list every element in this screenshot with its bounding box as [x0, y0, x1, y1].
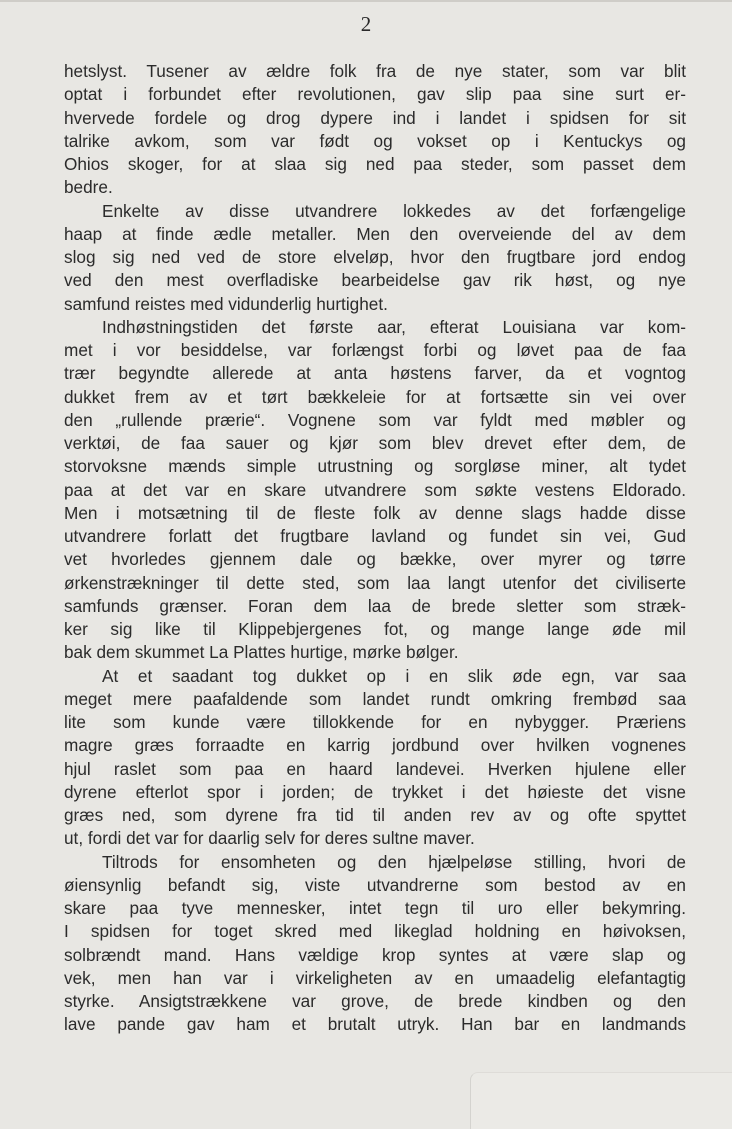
text-line: bak dem skummet La Plattes hurtige, mørke bølger.	[64, 642, 459, 663]
text-line: storvoksne mænds simple utrustning og sorgløse miner, alt tydet	[64, 456, 686, 477]
text-line: hetslyst. Tusener av ældre folk fra de nye stater, som var blit	[64, 61, 686, 81]
text-line: slog sig ned ved de store elveløp, hvor den frugtbare jord endog	[64, 247, 686, 267]
text-line: styrke. Ansigtstrækkene var grove, de brede kindben og den	[64, 991, 686, 1011]
text-line: øiensynlig befandt sig, viste utvandrerne som bestod av en	[64, 874, 686, 895]
text-line: ut, fordi det var for daarlig selv for deres sultne maver.	[64, 828, 475, 849]
text-line: I spidsen for toget skred med likeglad holdning en høivoksen,	[64, 921, 686, 942]
text-line: Tiltrods for ensomheten og den hjælpeløse stilling, hvori de	[102, 851, 686, 872]
text-line: talrike avkom, som var født og vokset op i Kentuckys og	[64, 130, 686, 151]
text-line: meget mere paafaldende som landet rundt omkring frembød saa	[64, 688, 686, 709]
text-line: met i vor besiddelse, var forlængst forbi og løvet paa de faa	[64, 340, 686, 360]
text-line: magre græs forraadte en karrig jordbund over hvilken vognenes	[64, 735, 686, 756]
text-line: verktøi, de faa sauer og kjør som blev drevet efter dem, de	[64, 433, 686, 453]
text-line: Indhøstningstiden det første aar, efterat Louisiana var kom-	[102, 316, 686, 337]
text-line: vek, men han var i virkeligheten av en umaadelig elefantagtig	[64, 967, 686, 988]
text-line: ker sig like til Klippebjergenes fot, og mange lange øde mil	[64, 619, 686, 639]
text-line: samfund reistes med vidunderlig hurtighet.	[64, 293, 388, 314]
text-line: solbrændt mand. Hans vældige krop syntes at være slap og	[64, 944, 686, 965]
text-line: haap at finde ædle metaller. Men den overveiende del av dem	[64, 223, 686, 244]
text-line: samfunds grænser. Foran dem laa de brede sletter som stræk-	[64, 595, 686, 616]
text-line: trær begyndte allerede at anta høstens farver, da et vogntog	[64, 363, 686, 384]
text-line: Ohios skoger, for at slaa sig ned paa steder, som passet dem	[64, 154, 686, 174]
text-line: dukket frem av et tørt bækkeleie for at fortsætte sin vei over	[64, 386, 686, 407]
text-line: ørkenstrækninger til dette sted, som laa langt utenfor det civiliserte	[64, 572, 686, 593]
text-line: Enkelte av disse utvandrere lokkedes av det forfængelige	[102, 200, 686, 221]
text-line: ved den mest overfladiske bearbeidelse gav rik høst, og nye	[64, 270, 686, 291]
text-line: hvervede fordele og drog dypere ind i landet i spidsen for sit	[64, 107, 686, 128]
text-line: dyrene efterlot spor i jorden; de trykket i det høieste det visne	[64, 781, 686, 802]
text-line: vet hvorledes gjennem dale og bække, over myrer og tørre	[64, 549, 686, 570]
text-line: At et saadant tog dukket op i en slik øde egn, var saa	[102, 665, 686, 686]
page-top-edge	[0, 0, 732, 2]
text-line: skare paa tyve mennesker, intet tegn til uro eller bekymring.	[64, 898, 686, 918]
text-line: utvandrere forlatt det frugtbare lavland og fundet sin vei, Gud	[64, 526, 686, 546]
page-corner-shade	[470, 1072, 732, 1129]
text-line: bedre.	[64, 177, 113, 198]
text-line: paa at det var en skare utvandrere som søkte vestens Eldorado.	[64, 479, 686, 500]
text-line: lave pande gav ham et brutalt utryk. Han bar en landmands	[64, 1014, 686, 1035]
text-line: hjul raslet som paa en haard landevei. Hverken hjulene eller	[64, 758, 686, 779]
text-line: Men i motsætning til de fleste folk av denne slags hadde disse	[64, 502, 686, 523]
text-line: den „rullende prærie“. Vognene som var fyldt med møbler og	[64, 409, 686, 430]
page-number: 2	[360, 12, 372, 36]
body-text	[64, 60, 686, 1037]
text-line: græs ned, som dyrene fra tid til anden rev av og ofte spyttet	[64, 805, 686, 825]
text-line: lite som kunde være tillokkende for en nybygger. Præriens	[64, 712, 686, 732]
text-line: optat i forbundet efter revolutionen, gav slip paa sine surt er-	[64, 84, 686, 105]
